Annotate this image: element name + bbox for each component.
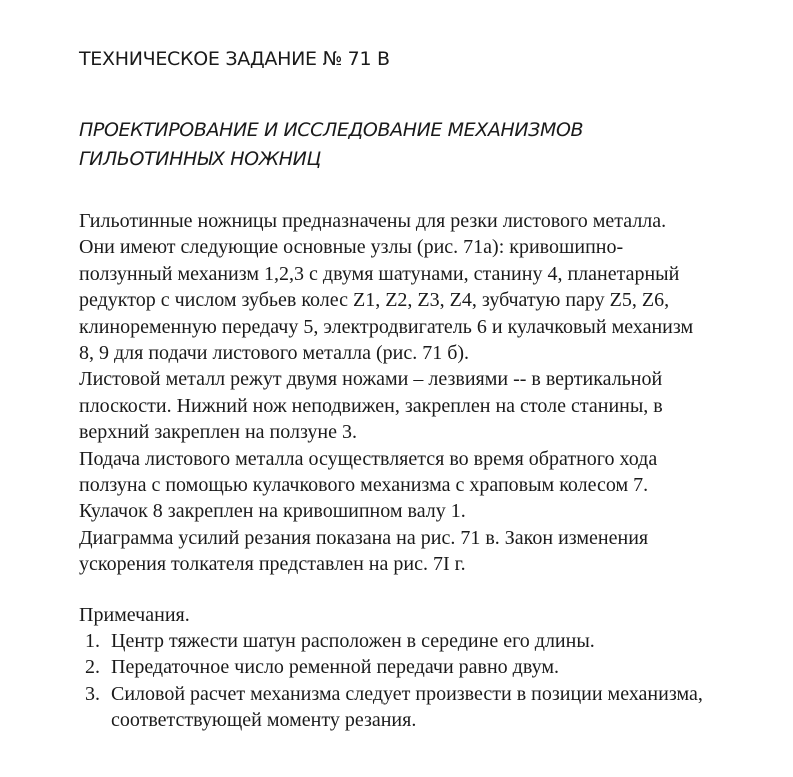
notes-heading: Примечания.: [79, 604, 190, 626]
note-item: [79, 654, 703, 680]
subtitle-line: ПРОЕКТИРОВАНИЕ И ИССЛЕДОВАНИЕ МЕХАНИЗМОВ: [79, 119, 584, 141]
subtitle-line: ГИЛЬОТИННЫХ НОЖНИЦ: [79, 148, 321, 170]
body-line: плоскости. Нижний нож неподвижен, закреплен на столе станины, в: [79, 394, 663, 417]
document-body: [79, 208, 693, 578]
note-item: [79, 628, 703, 654]
body-line: ползунный механизм 1,2,3 с двумя шатунами, станину 4, планетарный: [79, 262, 680, 285]
document-subtitle: [79, 116, 583, 174]
body-line: верхний закреплен на ползуне 3.: [79, 421, 358, 444]
body-line: Кулачок 8 закреплен на кривошипном валу 1.: [79, 500, 466, 523]
body-line: 8, 9 для подачи листового металла (рис. 71 б).: [79, 342, 470, 365]
body-line: Диаграмма усилий резания показана на рис. 71 в. Закон изменения: [79, 526, 649, 549]
body-line: Подача листового металла осуществляется во время обратного хода: [79, 447, 658, 470]
note-text: Силовой расчет механизма следует произвести в позиции механизма,: [111, 682, 703, 705]
body-line: Гильотинные ножницы предназначены для резки листового металла.: [79, 210, 667, 232]
body-line: Листовой металл режут двумя ножами – лезвиями -- в вертикальной: [79, 368, 663, 391]
body-line: клиноременную передачу 5, электродвигатель 6 и кулачковый механизм: [79, 315, 694, 338]
note-number: 3.: [85, 682, 100, 705]
body-line: ускорения толкателя представлен на рис. 7I г.: [79, 553, 466, 576]
note-text: Передаточное число ременной передачи равно двум.: [111, 656, 560, 679]
body-line: Они имеют следующие основные узлы (рис. 71а): кривошипно-: [79, 236, 624, 259]
note-number: 2.: [85, 656, 100, 679]
note-number: 1.: [85, 630, 100, 652]
body-line: ползуна с помощью кулачкового механизма с храповым колесом 7.: [79, 474, 649, 497]
document-title: ТЕХНИЧЕСКОЕ ЗАДАНИЕ № 71 В: [79, 48, 390, 70]
notes-list: [79, 628, 703, 734]
note-text: соответствующей моменту резания.: [111, 709, 417, 732]
note-text: Центр тяжести шатун расположен в середине его длины.: [111, 630, 595, 652]
body-line: редуктор с числом зубьев колес Z1, Z2, Z3, Z4, зубчатую пару Z5, Z6,: [79, 289, 670, 312]
note-item: [79, 681, 703, 734]
